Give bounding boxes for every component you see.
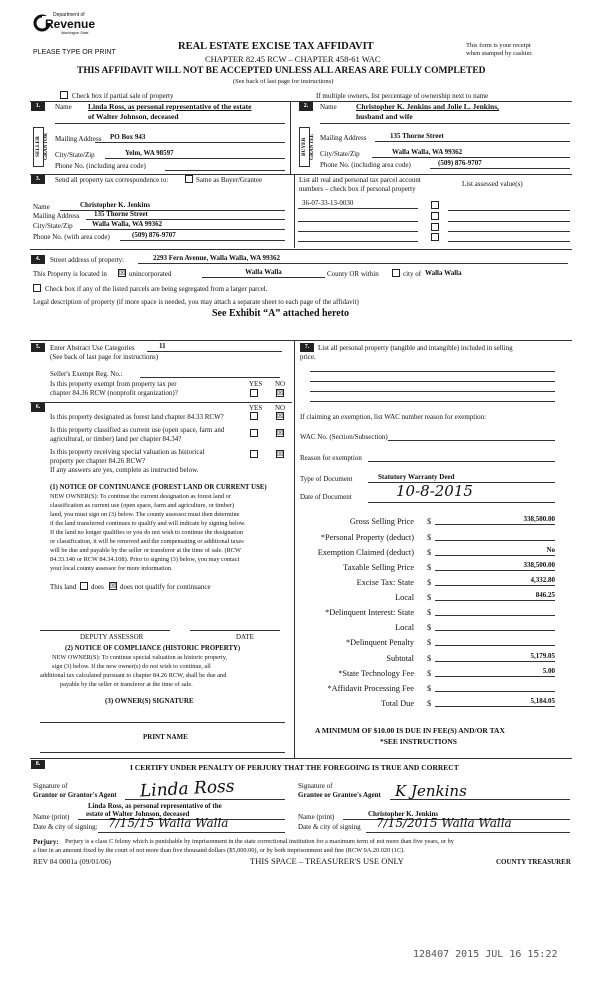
grantor-signature: Linda Ross [139,776,236,802]
historic-question-2: property per chapter 84.26 RCW? [50,457,146,465]
forest-question: Is this property designated as forest land chapter 84.33 RCW? [50,413,224,421]
grantee-sig-label-2: Grantee or Grantee's Agent [298,791,381,799]
date-label: DATE [236,633,254,641]
does-not-checkbox[interactable]: ☒ [110,582,117,590]
grantee-date-label: Date & city of signing [298,823,361,831]
grantor-date-city: 7/15/15 Walla Walla [98,817,285,833]
form-warning: THIS AFFIDAVIT WILL NOT BE ACCEPTED UNLESS ALL AREAS ARE FULLY COMPLETED [77,66,486,76]
same-as-buyer-checkbox[interactable] [185,175,193,183]
form-see-back: (See back of last page for instructions) [233,78,334,85]
logo-word: Revenue [45,17,96,31]
property-city: Walla Walla [425,269,462,277]
notice1-line: your local county assessor for more information. [50,565,173,572]
tax-label: Exemption Claimed (deduct) [317,548,414,557]
wac-claim-label: If claiming an exemption, list WAC number reason for exemption: [300,413,487,421]
logo-top: Department of [53,12,85,18]
partial-sale-checkbox[interactable] [60,91,68,99]
grantee-name-print-label: Name (print) [298,813,335,821]
tax-currency: $ [427,638,432,647]
parcel-number-1: 36-07-33-13-0030 [298,199,418,209]
doc-date: 10-8-2015 [368,483,555,503]
assessed-label: List assessed value(s) [462,180,523,188]
city-label: city of [403,270,422,278]
tax-currency: $ [427,593,432,602]
buyer-city: Walla Walla, WA 99362 [372,148,570,158]
grantee-sig-label-1: Signature of [298,782,333,790]
segregated-checkbox[interactable] [33,284,41,292]
tax-value: 5.00 [435,667,555,677]
seller-name-label: Name [55,103,72,111]
buyer-name-line1: Christopher K. Jenkins and Jolie L. Jenkins, [356,102,500,111]
perjury-label: Perjury: [33,838,59,846]
historic-no-checkbox[interactable]: ☒ [277,450,284,458]
grantor-name-print-label: Name (print) [33,813,70,821]
seller-city-label: City/State/Zip [55,151,95,159]
buyer-address: 135 Thorne Street [375,132,570,142]
abstract-label: Enter Abstract Use Categories [50,344,135,352]
tax-value: 846.25 [435,591,555,601]
personal-property-checkbox-1[interactable] [431,201,439,209]
perjury-text-2: a fine in an amount fixed by the court of not more than five thousand dollars ($5,000.00), or by both imprisonment and fine (RCW 9A.20.020 (1C). [33,847,405,854]
corr-phone-label: Phone No. (with area code) [33,233,110,241]
deputy-assessor-label: DEPUTY ASSESSOR [80,633,144,641]
notice1-line: if the land transferred continues to qualify and will indicate by signing below. [50,520,246,527]
corr-city-label: City/State/Zip [33,222,73,230]
tax-label: *Personal Property (deduct) [320,533,414,542]
historic-question-1: Is this property receiving special valuation as historical [50,448,205,456]
grantee-date-city: 7/15/2015 Walla Walla [366,817,570,833]
corr-name-label: Name [33,203,50,211]
doc-type: Statutory Warranty Deed [368,473,555,483]
exhibit-reference: See Exhibit “A” attached hereto [212,308,350,319]
seller-side-label: SELLER GRANTOR [33,127,44,167]
see-instructions-note: *SEE INSTRUCTIONS [380,737,457,746]
tax-value: No [435,546,555,556]
tax-currency: $ [427,533,432,542]
does-not-label: does not qualify for continuance [120,583,211,591]
recording-stamp: 128407 2015 JUL 16 15:22 [413,949,558,960]
notice1-line: classification as current use (open space, farm and agriculture, or timber) [50,502,234,509]
form-chapter: CHAPTER 82.45 RCW – CHAPTER 458-61 WAC [205,54,381,64]
if-yes-note: If any answers are yes, complete as instructed below. [50,466,199,474]
notice2-line: additional tax calculated pursuant to chapter 84.26 RCW, shall be due and [40,672,227,679]
tax-label: *Delinquent Interest: State [325,608,414,617]
please-type: PLEASE TYPE OR PRINT [33,49,116,56]
partial-sale-label: Check box if partial sale of property [72,92,174,100]
section-1-number: 1. [31,102,45,111]
tax-value: 5,184.05 [435,697,555,707]
minimum-due-note: A MINIMUM OF $10.00 IS DUE IN FEE(S) AND/OR TAX [315,726,505,735]
section-4-number: 4. [31,255,45,264]
this-land-label: This land [50,583,77,591]
corr-address: 135 Thorne Street [86,210,285,220]
tax-currency: $ [427,699,432,708]
logo-sub: Washington State [61,31,89,35]
notice1-line: land, you must sign on (3) below. The county assessor must then determine [50,511,240,518]
current-use-question-2: agricultural, or timber) land per chapter 84.34? [50,435,182,443]
grantor-sig-label-1: Signature of [33,782,68,790]
exempt-no-checkbox[interactable]: ☒ [277,389,284,397]
owner-signature-label: (3) OWNER(S) SIGNATURE [105,697,194,705]
seller-city: Yelm, WA 98597 [105,149,285,159]
perjury-text-1: Perjury is a class C felony which is punishable by imprisonment in the state correctional institution for a maximum term of not more than five years, or by [65,838,454,845]
section-2-number: 2. [299,102,313,111]
unincorporated-checkbox[interactable]: ☒ [119,269,126,277]
tax-currency: $ [427,517,432,526]
legal-description-label: Legal description of property (if more space is needed, you may attach a separate sheet to each page of the affidavit) [33,298,359,306]
forest-yes-checkbox[interactable] [250,412,258,420]
tax-value [435,531,555,541]
forest-no-checkbox[interactable]: ☒ [277,412,284,420]
located-pre: This Property is located in [33,270,107,278]
personal-property-label-1: List all personal property (tangible and intangible) included in selling [318,344,513,352]
parcel-label-1: List all real and personal tax parcel account [299,176,421,184]
yes-label-6: YES [249,404,263,412]
reason-label: Reason for exemption [300,454,362,462]
seller-name-line1: Linda Ross, as personal representative of the estate [88,102,252,111]
personal-property-checkbox-3[interactable] [431,223,439,231]
seller-address: PO Box 943 [95,133,285,143]
section-3-number: 3. [31,175,45,184]
street-label: Street address of property: [50,256,125,264]
tax-currency: $ [427,684,432,693]
tax-value: 4,332.80 [435,576,555,586]
tax-currency: $ [427,563,432,572]
dor-logo [33,10,96,40]
section-5-number: 5. [31,343,45,352]
notice1-line: will be due and payable by the seller or transferor at the time of sale. (RCW [50,547,241,554]
current-use-question-1: Is this property classified as current use (open space, farm and [50,426,225,434]
tax-value [435,606,555,616]
exempt-question-2: chapter 84.36 RCW (nonprofit organization)? [50,389,178,397]
buyer-phone: (509) 876-9707 [430,159,570,169]
property-street: 2293 Fern Avenue, Walla Walla, WA 99362 [138,254,568,264]
grantor-date-label: Date & city of signing: [33,823,98,831]
grantor-print-line2: estate of Walter Johnson, deceased [78,810,285,820]
tax-label: Local [395,623,414,632]
buyer-phone-label: Phone No. (including area code) [320,161,411,169]
buyer-addr-label: Mailing Address [320,134,367,142]
tax-value [435,636,555,646]
does-label: does [91,583,104,591]
does-checkbox[interactable] [80,582,88,590]
tax-value: 338,500.00 [435,561,555,571]
notice2-line: NEW OWNER(S): To continue special valuation as historic property, [52,654,228,661]
corr-name: Christopher K. Jenkins [60,201,285,211]
grantor-sig-label-2: Grantor or Grantor's Agent [33,791,117,799]
seller-addr-label: Mailing Address [55,135,102,143]
grantor-print-line1: Linda Ross, as personal representative of the [88,802,222,810]
property-county: Walla Walla [202,268,325,278]
exempt-yes-checkbox[interactable] [250,389,258,397]
receipt-note-1: This form is your receipt [466,42,531,49]
receipt-note-2: when stamped by cashier. [466,50,533,57]
exempt-question-1: Is this property exempt from property tax per [50,380,177,388]
buyer-name-line2: husband and wife [356,112,413,121]
tax-currency: $ [427,623,432,632]
corr-phone: (509) 876-9707 [120,231,285,241]
tax-currency: $ [427,669,432,678]
corr-city: Walla Walla, WA 99362 [80,220,285,230]
current-use-yes-checkbox[interactable] [250,429,258,437]
treasurer-use: THIS SPACE – TREASURER'S USE ONLY [250,856,404,866]
no-label-6: NO [275,404,286,412]
tax-label: Subtotal [386,654,414,663]
print-name-label: PRINT NAME [143,733,188,741]
county-label: County OR within [327,270,379,278]
notice1-line: 84.33.140 or RCW 84.34.108). Prior to signing (3) below, you may contact [50,556,240,563]
section-8-number: 8. [31,760,45,769]
current-use-no-checkbox[interactable]: ☒ [277,429,284,437]
tax-label: *Affidavit Processing Fee [327,684,414,693]
exempt-reg-label: Seller's Exempt Reg. No.: [50,370,123,378]
notice2-line: sign (3) below. If the new owner(s) do not wish to continue, all [52,663,211,670]
tax-currency: $ [427,548,432,557]
same-as-buyer-label: Same as Buyer/Grantee [196,176,263,184]
buyer-city-label: City/State/Zip [320,150,360,158]
grantee-print: Christopher K. Jenkins [343,810,570,820]
tax-label: Gross Selling Price [349,517,414,526]
tax-label: Total Due [381,699,414,708]
tax-label: *Delinquent Penalty [346,638,414,647]
yes-label-5: YES [249,380,263,388]
tax-label: Taxable Selling Price [343,563,414,572]
tax-value [435,621,555,631]
buyer-name-label: Name [320,103,337,111]
personal-property-label-2: price. [300,353,316,361]
certify-statement: I CERTIFY UNDER PENALTY OF PERJURY THAT THE FOREGOING IS TRUE AND CORRECT [130,763,459,772]
tax-label: Local [395,593,414,602]
tax-label: Excise Tax: State [356,578,414,587]
form-revision: REV 84 0001a (09/01/06) [33,857,111,866]
tax-currency: $ [427,578,432,587]
seller-name-line2: of Walter Johnson, deceased [88,112,179,121]
abstract-value: 11 [147,342,282,352]
personal-property-checkbox-4[interactable] [431,233,439,241]
historic-yes-checkbox[interactable] [250,450,258,458]
corr-addr-label: Mailing Address [33,212,80,220]
abstract-see-back: (See back of last page for instructions) [50,353,159,361]
segregated-label: Check box if any of the listed parcels are being segregated from a larger parcel. [45,285,268,293]
doc-type-label: Type of Document [300,475,353,483]
tax-currency: $ [427,608,432,617]
no-label-5: NO [275,380,286,388]
grantee-signature: K Jenkins [395,782,467,800]
parcel-label-2: numbers – check box if personal property [299,185,416,193]
notice1-line: or classification, it will be removed and the compensating or additional taxes [50,538,244,545]
tax-value [435,682,555,692]
city-checkbox[interactable] [392,269,400,277]
doc-date-label: Date of Document [300,493,352,501]
section-7-number: 7. [300,343,314,352]
notice1-line: NEW OWNER(S): To continue the current designation as forest land or [50,493,231,500]
tax-value: 338,500.00 [435,515,555,525]
notice2-line: payable by the seller or transferor at the time of sale. [60,681,193,688]
unincorporated-label: unincorporated [129,270,172,278]
notice1-title: (1) NOTICE OF CONTINUANCE (FOREST LAND OR CURRENT USE) [50,484,267,491]
personal-property-checkbox-2[interactable] [431,212,439,220]
notice2-title: (2) NOTICE OF COMPLIANCE (HISTORIC PROPERTY) [65,645,241,652]
form-title: REAL ESTATE EXCISE TAX AFFIDAVIT [178,41,374,52]
seller-phone-label: Phone No. (including area code) [55,162,146,170]
section-6-number: 6. [31,403,45,412]
tax-label: *State Technology Fee [338,669,414,678]
tax-value: 5,179.05 [435,652,555,662]
wac-number-label: WAC No. (Section/Subsection) [300,433,388,441]
notice1-line: If the land no longer qualifies or you do not wish to continue the designation [50,529,244,536]
county-treasurer: COUNTY TREASURER [496,858,571,866]
multiple-owners-label: If multiple owners, list percentage of ownership next to name [316,92,489,100]
buyer-side-label: BUYER GRANTEE [299,127,310,167]
tax-currency: $ [427,654,432,663]
send-correspondence-label: Send all property tax correspondence to: [55,176,169,184]
